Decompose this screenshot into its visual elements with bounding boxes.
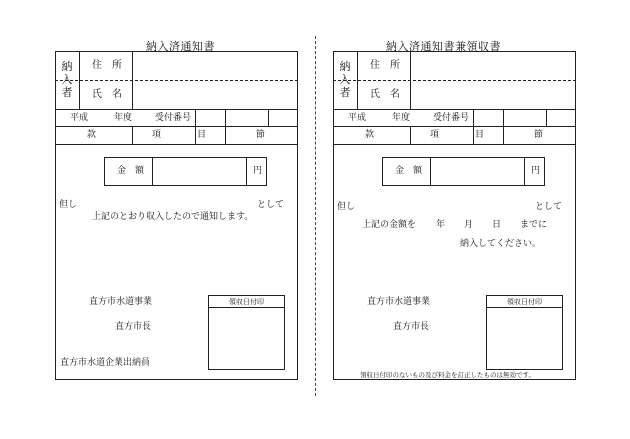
left-address-label: 住 所 bbox=[92, 60, 122, 71]
left-fiscal-year: 年度 bbox=[114, 113, 133, 123]
right-title: 納入済通知書兼領収書 bbox=[386, 40, 501, 53]
right-era: 平成 bbox=[348, 113, 367, 123]
left-receipt-number-label: 受付番号 bbox=[155, 113, 192, 123]
right-footnote: 領収日付印のないもの及び料金を訂正したものは無効です。 bbox=[360, 371, 535, 379]
right-name-label: 氏 名 bbox=[370, 89, 400, 100]
left-stamp-label: 領収日付印 bbox=[229, 298, 264, 306]
right-yen: 円 bbox=[531, 166, 541, 176]
right-address-field[interactable] bbox=[412, 54, 572, 78]
left-org-mayor: 直方市長 bbox=[115, 322, 152, 332]
right-payer-label: 納 入 者 bbox=[339, 60, 351, 99]
left-category-moku: 目 bbox=[197, 130, 207, 140]
left-amount-label: 金 額 bbox=[117, 166, 145, 176]
right-org-waterworks: 直方市水道事業 bbox=[367, 297, 431, 307]
left-name-label: 氏 名 bbox=[92, 89, 122, 100]
left-title: 納入済通知書 bbox=[146, 40, 215, 53]
left-yen: 円 bbox=[253, 166, 263, 176]
right-as: として bbox=[535, 202, 563, 212]
right-deadline-year: 年 bbox=[436, 220, 446, 230]
right-name-field[interactable] bbox=[412, 83, 572, 107]
right-org-mayor: 直方市長 bbox=[393, 322, 430, 332]
left-era: 平成 bbox=[70, 113, 89, 123]
left-address-field[interactable] bbox=[134, 54, 294, 78]
right-address-label: 住 所 bbox=[370, 60, 400, 71]
left-message: 上記のとおり収入したので通知します。 bbox=[92, 212, 254, 222]
right-category-kou: 項 bbox=[430, 130, 440, 140]
cut-line bbox=[315, 36, 316, 396]
right-stamp-label: 領収日付印 bbox=[507, 298, 542, 306]
right-proviso: 但し bbox=[337, 202, 356, 212]
left-amount-field[interactable] bbox=[154, 159, 244, 184]
right-category-setsu: 節 bbox=[534, 130, 544, 140]
left-proviso: 但し bbox=[59, 200, 78, 210]
right-deadline-by: までに bbox=[520, 220, 548, 230]
left-category-setsu: 節 bbox=[256, 130, 266, 140]
left-category-kan: 款 bbox=[87, 130, 97, 140]
right-deadline-day: 日 bbox=[492, 220, 502, 230]
right-amount-label: 金 額 bbox=[395, 166, 423, 176]
right-message-line1: 上記の金額を bbox=[362, 220, 417, 230]
left-name-field[interactable] bbox=[134, 83, 294, 107]
left-org-cashier: 直方市水道企業出納員 bbox=[60, 358, 151, 368]
left-payer-label: 納 入 者 bbox=[61, 60, 73, 99]
left-as: として bbox=[257, 200, 285, 210]
left-category-kou: 項 bbox=[152, 130, 162, 140]
left-org-waterworks: 直方市水道事業 bbox=[89, 297, 153, 307]
right-category-moku: 目 bbox=[475, 130, 485, 140]
right-category-kan: 款 bbox=[365, 130, 375, 140]
right-receipt-number-label: 受付番号 bbox=[433, 113, 470, 123]
right-message-line2: 納入してください。 bbox=[460, 239, 542, 249]
right-amount-field[interactable] bbox=[432, 159, 522, 184]
right-fiscal-year: 年度 bbox=[392, 113, 411, 123]
right-deadline-month: 月 bbox=[464, 220, 474, 230]
